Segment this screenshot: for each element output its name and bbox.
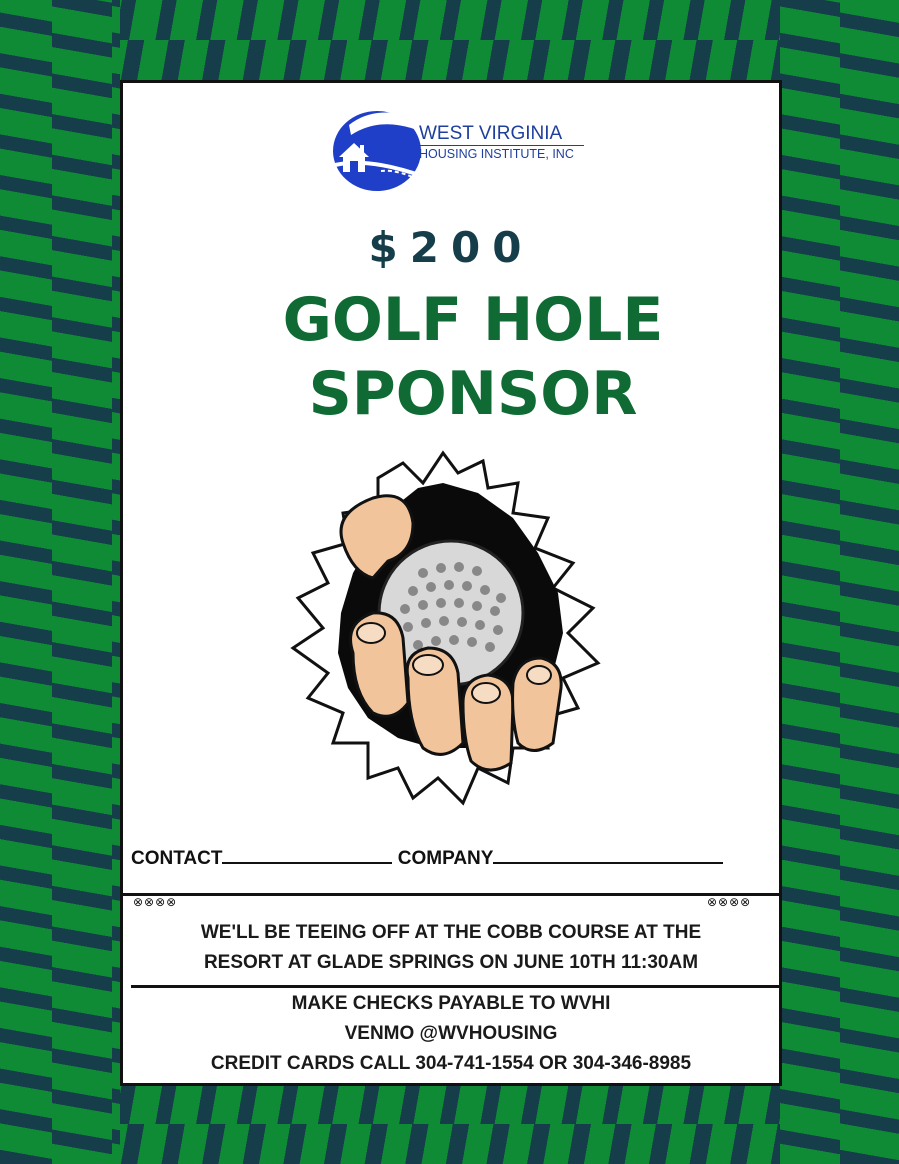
logo-line-2: HOUSING INSTITUTE, INC — [419, 145, 584, 162]
payment-line-1: MAKE CHECKS PAYABLE TO WVHI — [291, 993, 611, 1014]
organization-logo — [329, 105, 581, 193]
sponsorship-price: $200 — [368, 223, 534, 272]
contact-label: CONTACT — [131, 848, 223, 869]
divider-top — [123, 893, 779, 896]
title-line-1: GOLF HOLE — [282, 285, 664, 355]
dot-ornament-right: ⊗⊗⊗⊗ — [707, 895, 752, 909]
event-line-1: WE'LL BE TEEING OFF AT THE COBB COURSE AT THE — [200, 922, 702, 943]
divider-bottom — [131, 985, 779, 988]
payment-details — [123, 989, 779, 1079]
checkered-border-top — [0, 0, 899, 80]
contact-company-line — [131, 848, 781, 870]
event-line-2: RESORT AT GLADE SPRINGS ON JUNE 10TH 11:30AM — [203, 952, 699, 973]
dot-ornament-left: ⊗⊗⊗⊗ — [133, 895, 178, 909]
event-details — [123, 918, 779, 978]
checkered-border-right — [780, 0, 899, 1164]
logo-line-1: WEST VIRGINIA — [419, 123, 563, 144]
hand-gripping-golf-ball-icon — [273, 443, 623, 813]
checkered-border-left — [0, 0, 120, 1164]
checkered-border-bottom — [0, 1084, 899, 1164]
house-logo-icon — [329, 105, 429, 193]
payment-line-2: VENMO @WVHOUSING — [344, 1023, 558, 1044]
logo-wordmark — [419, 123, 584, 162]
payment-line-3: CREDIT CARDS CALL 304-741-1554 OR 304-346-8985 — [210, 1053, 692, 1074]
flyer-card — [120, 80, 782, 1086]
page-title — [213, 283, 733, 431]
contact-field[interactable] — [222, 848, 392, 864]
company-field[interactable] — [493, 848, 723, 864]
title-line-2: SPONSOR — [308, 359, 638, 429]
company-label: COMPANY — [397, 848, 494, 869]
